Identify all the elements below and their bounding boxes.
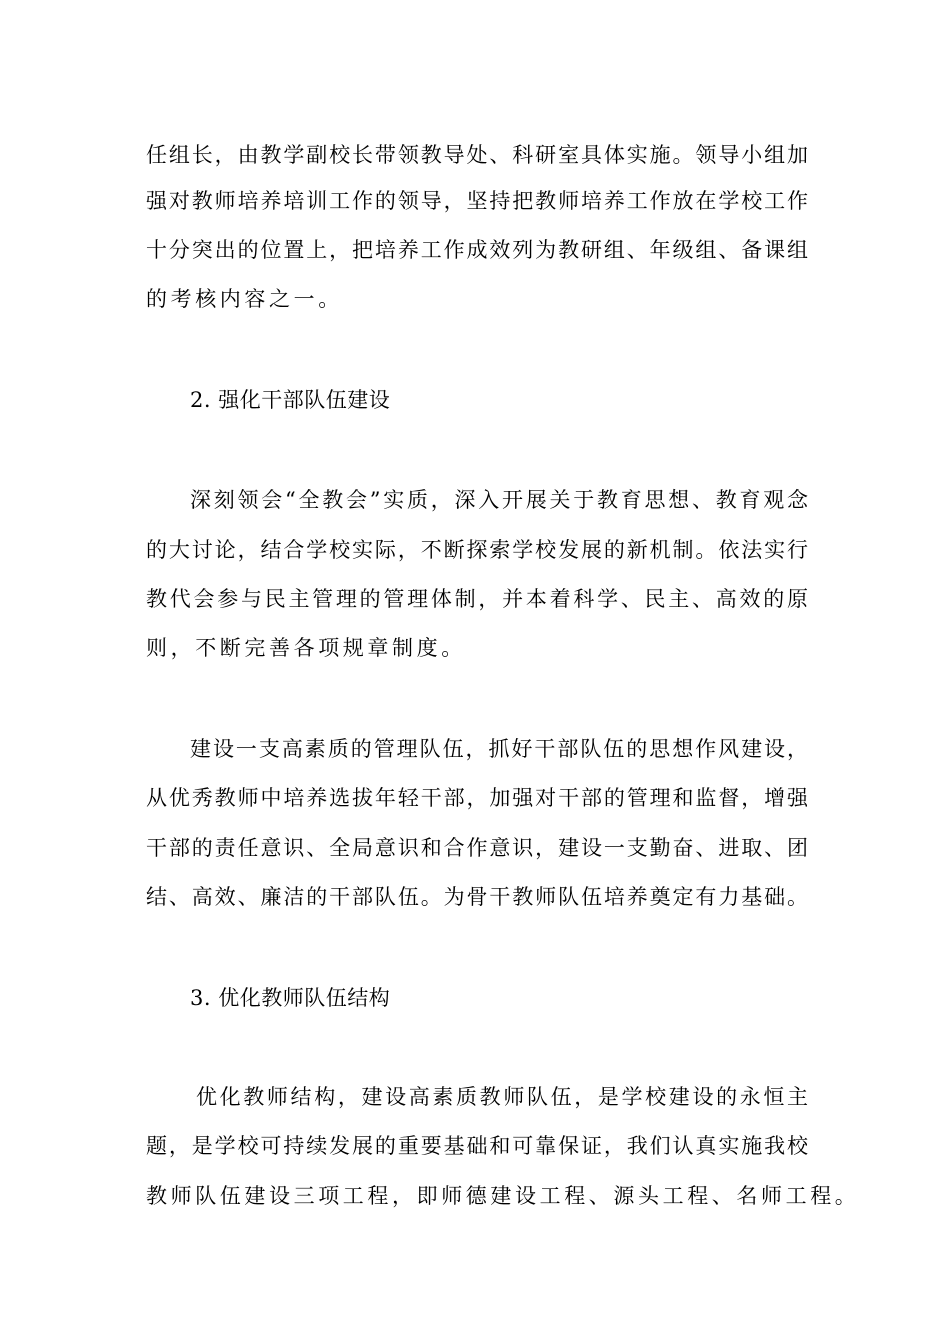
paragraph-line: 干部的责任意识、全局意识和合作意识，建设一支勤奋、进取、团 xyxy=(146,836,808,860)
paragraph-line: 强对教师培养培训工作的领导，坚持把教师培养工作放在学校工作 xyxy=(146,189,808,213)
paragraph-line: 任组长，由教学副校长带领教导处、科研室具体实施。领导小组加 xyxy=(146,143,808,167)
paragraph-line: 的考核内容之一。 xyxy=(146,287,343,311)
paragraph-line: 题，是学校可持续发展的重要基础和可靠保证，我们认真实施我校 xyxy=(146,1134,808,1158)
section-heading-2: 2. 强化干部队伍建设 xyxy=(190,388,391,412)
paragraph-line: 建设一支高素质的管理队伍，抓好干部队伍的思想作风建设， xyxy=(190,737,808,761)
paragraph-line: 教代会参与民主管理的管理体制，并本着科学、民主、高效的原 xyxy=(146,587,808,611)
paragraph-line: 教师队伍建设三项工程，即师德建设工程、源头工程、名师工程。 xyxy=(146,1184,860,1208)
paragraph-line: 则，不断完善各项规章制度。 xyxy=(146,636,466,660)
paragraph-line: 的大讨论，结合学校实际，不断探索学校发展的新机制。依法实行 xyxy=(146,538,808,562)
paragraph-line: 十分突出的位置上，把培养工作成效列为教研组、年级组、备课组 xyxy=(146,238,808,262)
section-heading-3: 3. 优化教师队伍结构 xyxy=(190,986,391,1010)
paragraph-line: 深刻领会“全教会”实质，深入开展关于教育思想、教育观念 xyxy=(190,488,808,512)
paragraph-line: 优化教师结构，建设高素质教师队伍，是学校建设的永恒主 xyxy=(196,1085,808,1109)
paragraph-line: 结、高效、廉洁的干部队伍。为骨干教师队伍培养奠定有力基础。 xyxy=(146,885,808,909)
paragraph-line: 从优秀教师中培养选拔年轻干部，加强对干部的管理和监督，增强 xyxy=(146,786,808,810)
